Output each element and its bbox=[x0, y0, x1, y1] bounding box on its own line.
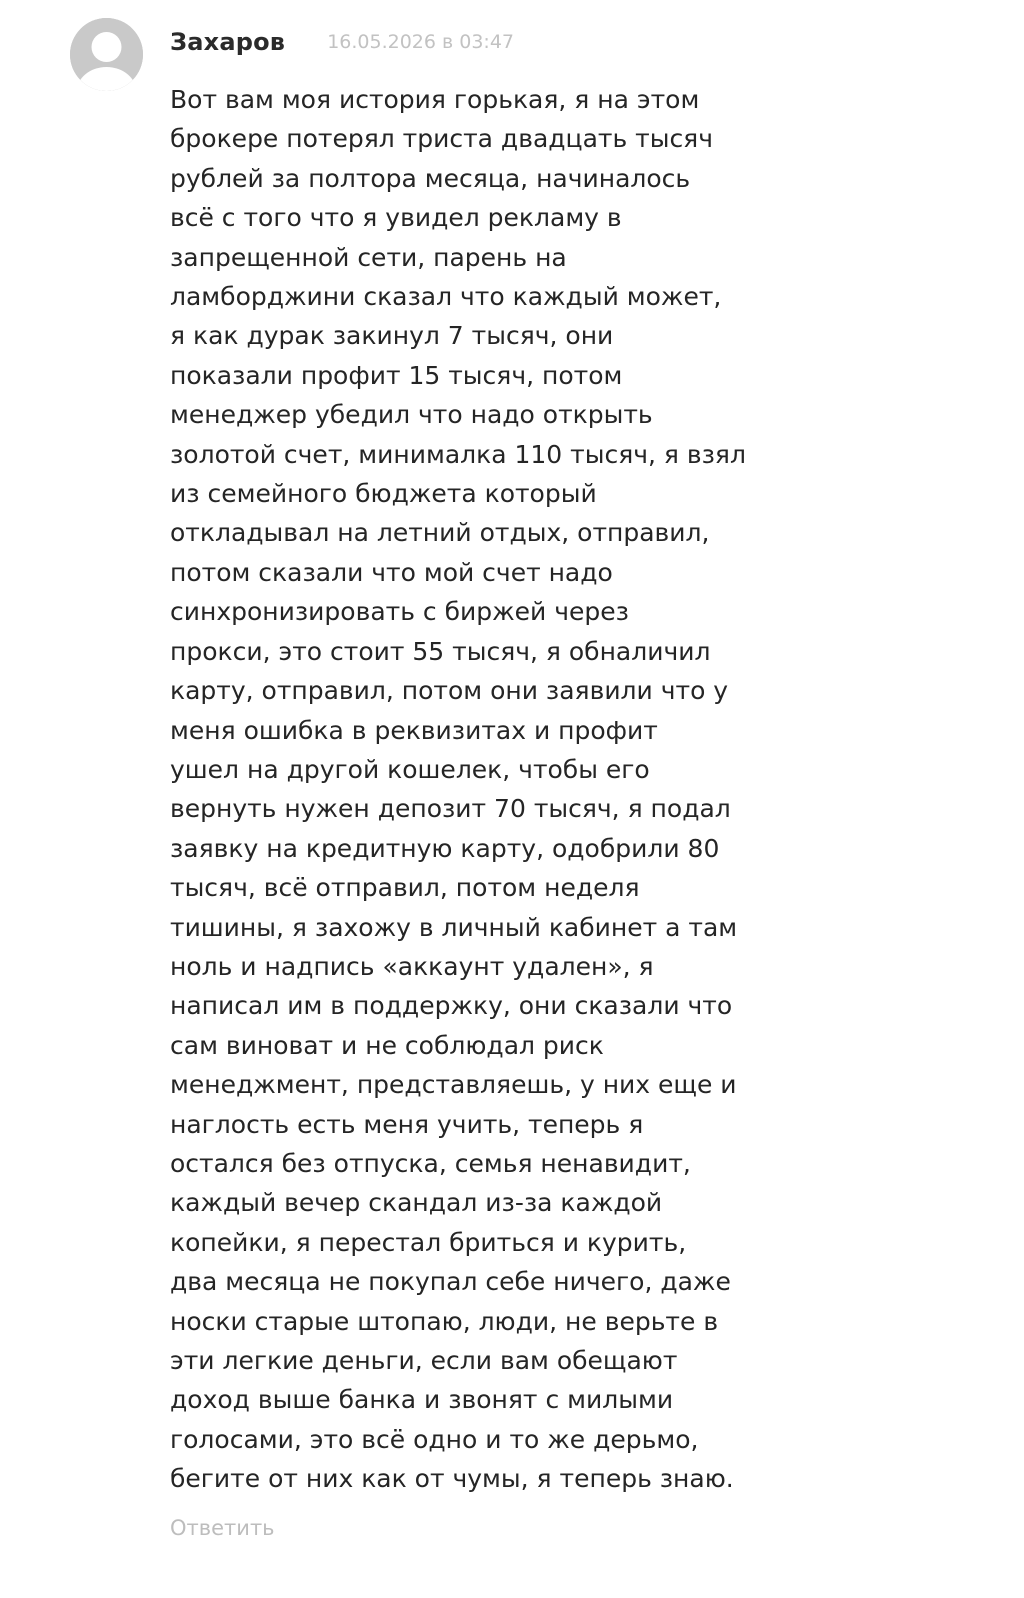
comment-text-line: написал им в поддержку, они сказали что bbox=[170, 991, 733, 1021]
comment-text-line: менеджер убедил что надо открыть bbox=[170, 400, 653, 430]
comment-text-line: синхронизировать с биржей через bbox=[170, 597, 629, 627]
comment-text-line: наглость есть меня учить, теперь я bbox=[170, 1109, 644, 1139]
comment-text-line: каждый вечер скандал из-за каждой bbox=[170, 1188, 663, 1218]
comment-text-line: потом сказали что мой счет надо bbox=[170, 557, 613, 587]
comment-date: 16.05.2026 в 03:47 bbox=[327, 31, 515, 53]
comment-text-line: бегите от них как от чумы, я теперь знаю. bbox=[170, 1464, 734, 1494]
comment-text-line: вернуть нужен депозит 70 тысяч, я подал bbox=[170, 794, 731, 824]
comment-text-line: меня ошибка в реквизитах и профит bbox=[170, 715, 658, 745]
comment-text-line: ламборджини сказал что каждый может, bbox=[170, 282, 722, 312]
comment-text-line: показали профит 15 тысяч, потом bbox=[170, 360, 623, 390]
comment-text-line: из семейного бюджета который bbox=[170, 479, 597, 509]
avatar[interactable] bbox=[70, 18, 143, 91]
comment-text-line: запрещенной сети, парень на bbox=[170, 242, 567, 272]
reply-link[interactable]: Ответить bbox=[170, 1516, 275, 1540]
comment-text-line: прокси, это стоит 55 тысяч, я обналичил bbox=[170, 636, 711, 666]
user-silhouette-icon bbox=[70, 18, 143, 91]
comment-text-line: доход выше банка и звонят с милыми bbox=[170, 1385, 674, 1415]
comment-text-line: два месяца не покупал себе ничего, даже bbox=[170, 1267, 731, 1297]
comment-text-line: ноль и надпись «аккаунт удален», я bbox=[170, 951, 654, 981]
comment-text-line: Вот вам моя история горькая, я на этом bbox=[170, 85, 700, 114]
comment-text-line: я как дурак закинул 7 тысяч, они bbox=[170, 321, 614, 351]
comment-text-line: менеджмент, представляешь, у них еще и bbox=[170, 1070, 737, 1100]
comment-text-line: ушел на другой кошелек, чтобы его bbox=[170, 754, 650, 784]
author-name[interactable]: Захаров bbox=[170, 28, 286, 56]
comment-text-line: голосами, это всё одно и то же дерьмо, bbox=[170, 1424, 699, 1454]
comment-text-line: брокере потерял триста двадцать тысяч bbox=[170, 124, 713, 154]
comment-header bbox=[170, 24, 514, 60]
comment-text-line: тишины, я захожу в личный кабинет а там bbox=[170, 912, 738, 942]
comment-text-line: всё с того что я увидел рекламу в bbox=[170, 203, 622, 233]
comment-text-line: золотой счет, минималка 110 тысяч, я взял bbox=[170, 439, 746, 469]
comment-text-line: карту, отправил, потом они заявили что у bbox=[170, 676, 729, 706]
comment-text-line: копейки, я перестал бриться и курить, bbox=[170, 1227, 687, 1257]
comment-text-line: рублей за полтора месяца, начиналось bbox=[170, 163, 691, 193]
comment-text-line: заявку на кредитную карту, одобрили 80 bbox=[170, 833, 720, 863]
comment-text-line: остался без отпуска, семья ненавидит, bbox=[170, 1148, 691, 1178]
comment-body bbox=[170, 80, 790, 1499]
comment-text-line: эти легкие деньги, если вам обещают bbox=[170, 1346, 678, 1375]
comment-text-line: тысяч, всё отправил, потом неделя bbox=[170, 873, 640, 903]
comment-text-line: носки старые штопаю, люди, не верьте в bbox=[170, 1306, 719, 1336]
comment-text-line: сам виноват и не соблюдал риск bbox=[170, 1030, 604, 1060]
comment-text-line: откладывал на летний отдых, отправил, bbox=[170, 518, 710, 548]
